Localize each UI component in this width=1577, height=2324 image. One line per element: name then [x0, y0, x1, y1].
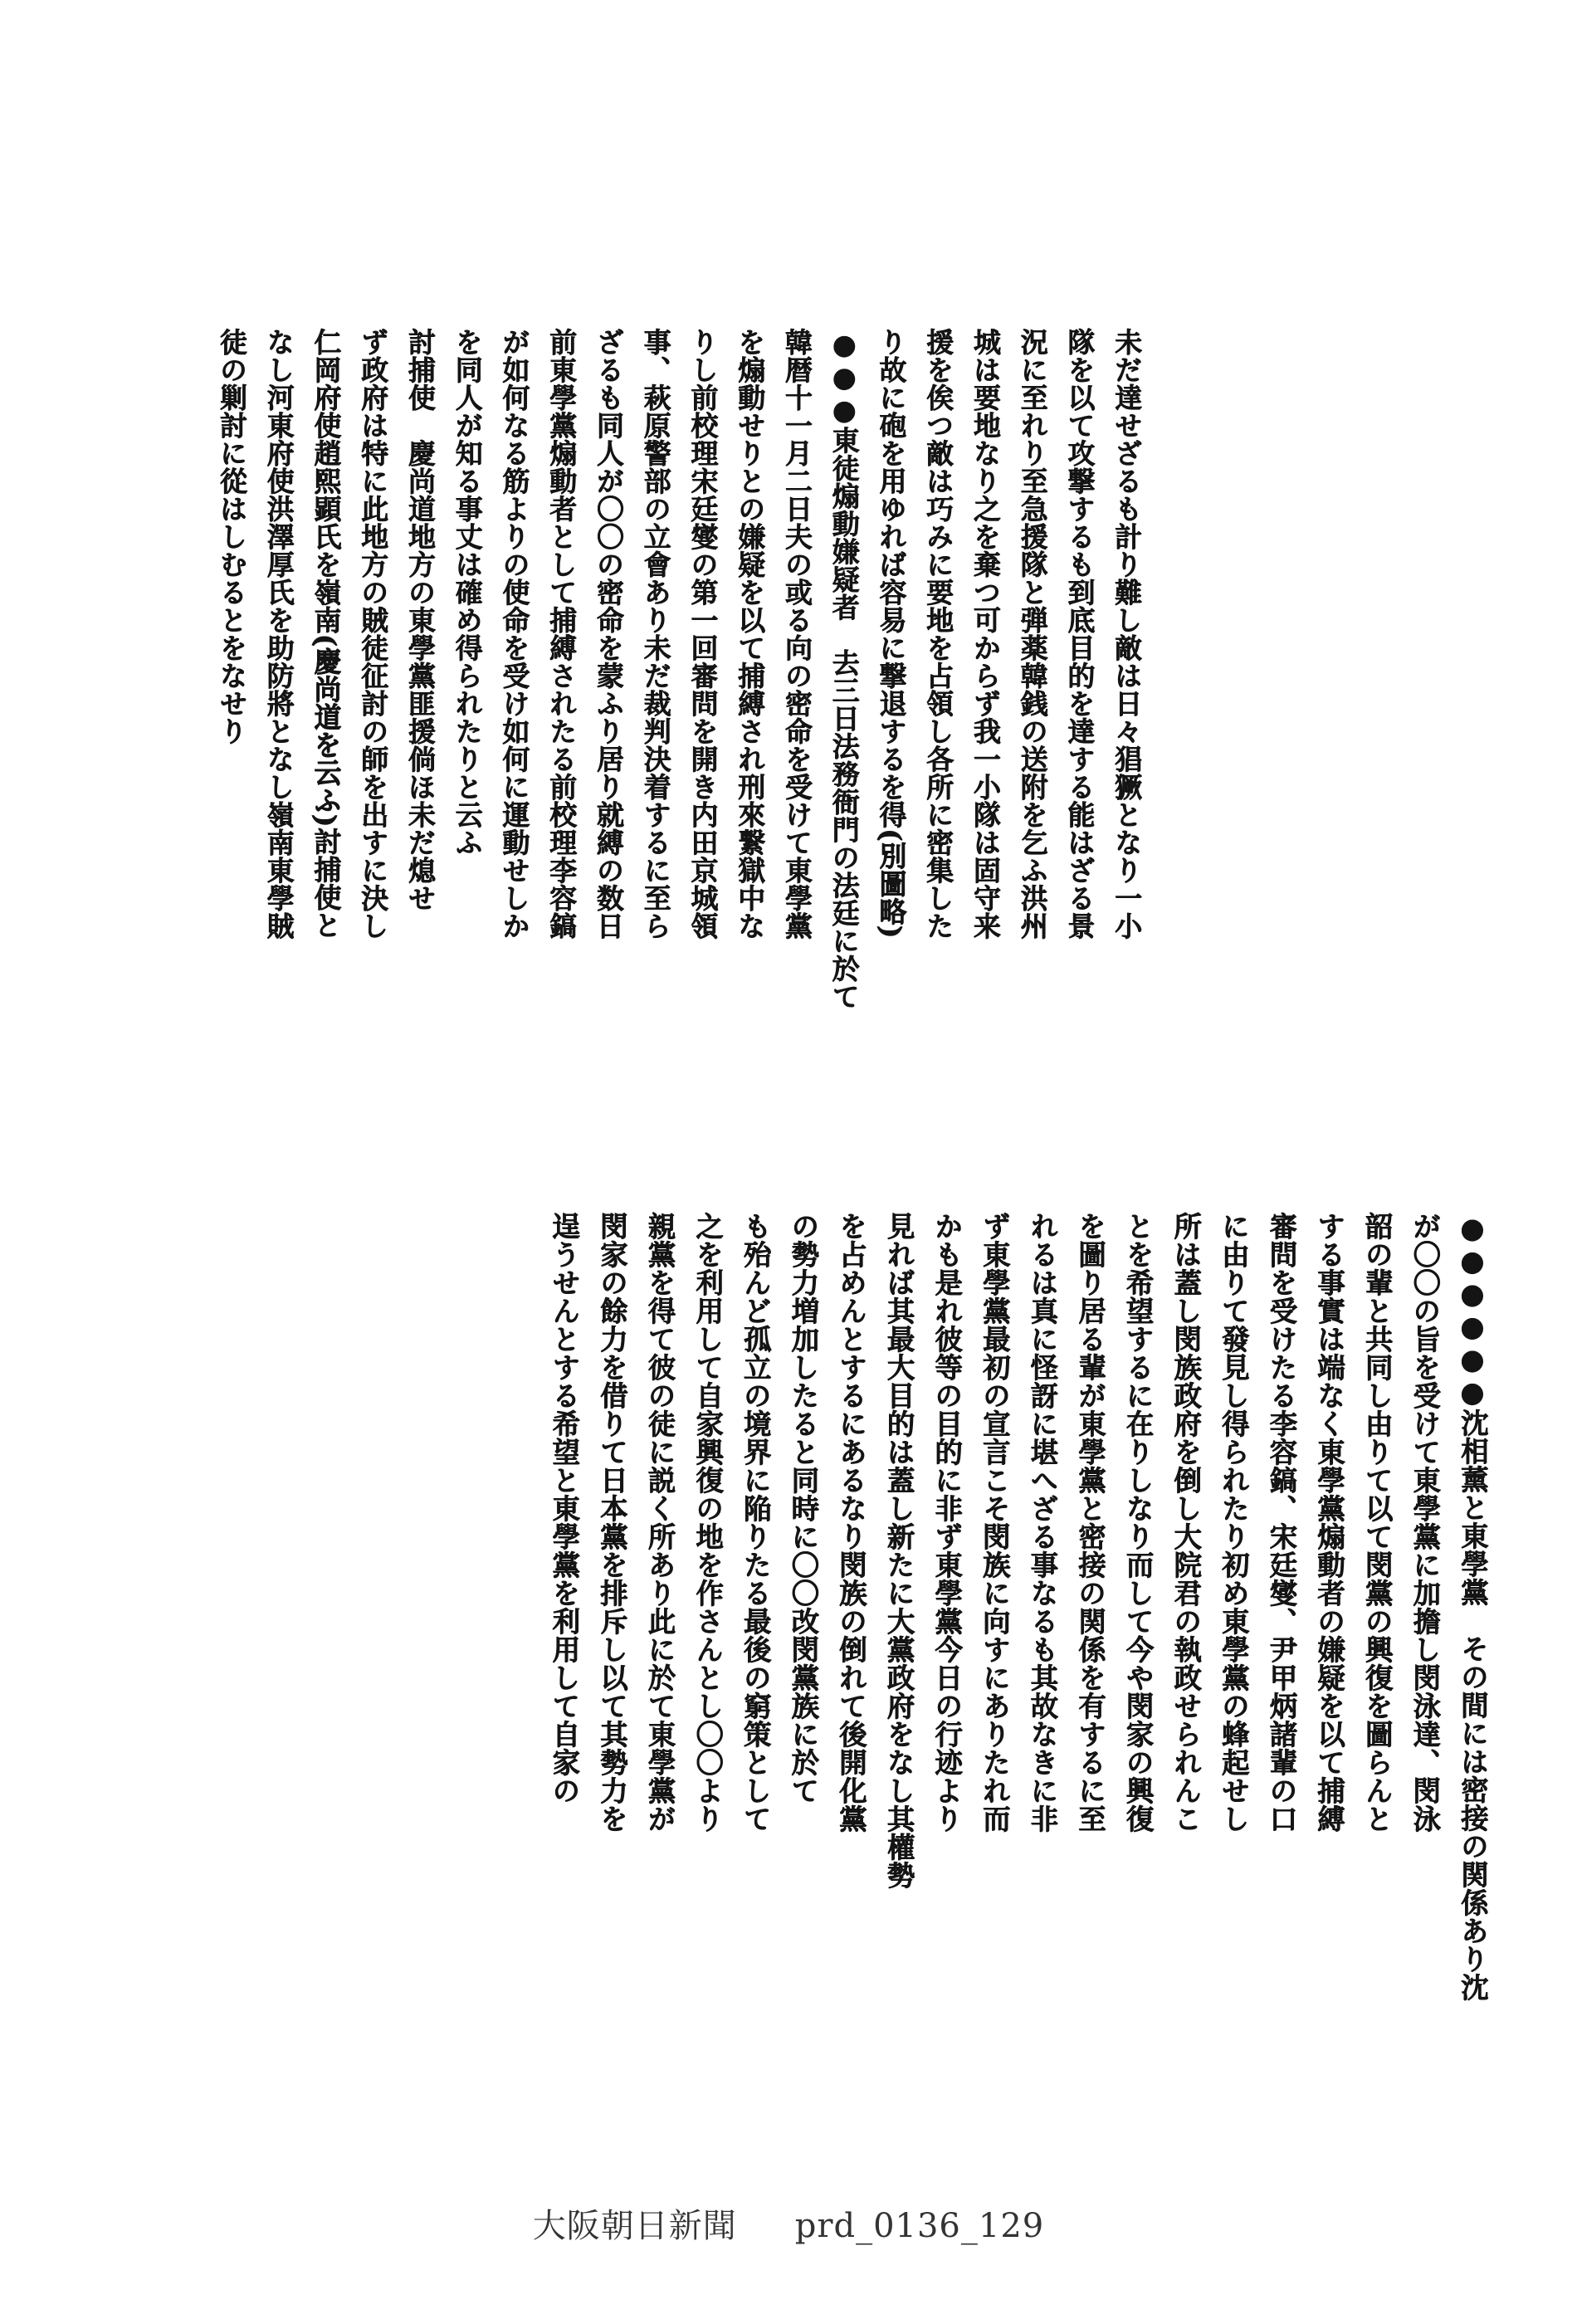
text-line: り故に砲を用ゆれば容易に撃退するを得(別圖略) — [875, 328, 908, 939]
headline-east-agitator: ●●●東徒煽動嫌疑者 去三日法務衙門の法廷に於て — [828, 328, 861, 1010]
text-line: とを希望するに在りしなり而して今や閔家の興復 — [1120, 1212, 1154, 1833]
text-line: れるは真に怪訝に堪へざる事なるも其故なきに非 — [1025, 1212, 1058, 1833]
text-line: ざるも同人が〇〇の密命を蒙ふり居り就縛の数日 — [592, 328, 625, 940]
text-line: 閔家の餘力を借りて日本黨を排斥し以て其勢力を — [595, 1212, 628, 1833]
page-id: prd_0136_129 — [794, 2207, 1045, 2245]
text-line: 所は蓋し閔族政府を倒し大院君の執政せられんこ — [1169, 1212, 1202, 1833]
text-line: 之を利用して自家興復の地を作さんとし〇〇より — [691, 1212, 724, 1833]
upper-clipping-text — [208, 328, 1150, 1158]
upper-article-clipping — [208, 328, 1394, 1158]
lower-article-clipping — [540, 1212, 1489, 2017]
text-line: 城は要地なり之を棄つ可からず我一小隊は固守来 — [969, 328, 1002, 940]
text-line: 見れば其最大目的は蓋し新たに大黨政府をなし其權勢 — [881, 1212, 915, 1889]
text-line: 仁岡府使趙熙顕氏を嶺南(慶尚道を云ふ)討捕使と — [310, 328, 343, 939]
text-line: に由りて發見し得られたり初め東學黨の蜂起せし — [1217, 1212, 1250, 1833]
text-line: 徒の剿討に從はしむるとをなせり — [215, 328, 248, 745]
text-line: を煽動せりとの嫌疑を以て捕縛され刑來繋獄中な — [734, 328, 766, 940]
headline-tohoshi: 討捕使 慶尚道地方の東學黨匪援倘ほ未だ熄せ — [403, 328, 437, 912]
text-line: 未だ達せざるも計り難し敵は日々猖獗となり一小 — [1111, 328, 1143, 940]
text-line: も殆んど孤立の境界に陥りたる最後の窮策として — [739, 1212, 772, 1833]
text-line: の勢力増加したると同時に〇〇改閔黨族に於て — [786, 1212, 819, 1804]
headline-shim-sanghun: ●●●●●●沈相薰と東學黨 その間には密接の関係あり沈 — [1456, 1212, 1489, 2001]
text-line: 援を俟つ敵は巧みに要地を占領し各所に密集した — [922, 328, 954, 940]
text-line: 韶の輩と共同し由りて以て閔黨の興復を圖らんと — [1360, 1212, 1393, 1833]
text-line: を同人が知る事丈は確め得られたりと云ふ — [451, 328, 484, 857]
text-line: する事實は端なく東學黨煽動者の嫌疑を以て捕縛 — [1312, 1212, 1345, 1833]
text-line: 審問を受けたる李容鎬、宋廷燮、尹甲炳諸輩の口 — [1264, 1212, 1297, 1833]
text-line: 隊を以て攻撃するも到底目的を達する能はざる景 — [1063, 328, 1096, 940]
text-line: かも是れ彼等の目的に非ず東學黨今日の行迹より — [930, 1212, 963, 1833]
page-caption — [0, 2200, 1577, 2247]
text-line: を圖り居る輩が東學黨と密接の関係を有するに至 — [1073, 1212, 1106, 1833]
text-line: なし河東府使洪澤厚氏を助防將となし嶺南東學賊 — [262, 328, 295, 940]
text-line: 韓暦十一月二日夫の或る向の密命を受けて東學黨 — [780, 328, 813, 940]
text-line: が如何なる筋よりの使命を受け如何に運動せしか — [498, 328, 531, 940]
text-line: ず政府は特に此地方の賊徒征討の師を出すに決し — [357, 328, 389, 940]
text-line: が〇〇の旨を受けて東學黨に加擔し閔泳達、閔泳 — [1408, 1212, 1441, 1833]
text-line: りし前校理宋廷燮の第一回審問を開き内田京城領 — [686, 328, 720, 940]
text-line: 前東學黨煽動者として捕縛されたる前校理李容鎬 — [545, 328, 578, 940]
text-line: 況に至れり至急援隊と弾薬韓銭の送附を乞ふ洪州 — [1016, 328, 1049, 940]
text-line: ず東學黨最初の宣言こそ閔族に向すにありたれ而 — [978, 1212, 1011, 1833]
newspaper-name: 大阪朝日新聞 — [532, 2207, 737, 2245]
text-line: 親黨を得て彼の徒に説く所あり此に於て東學黨が — [642, 1212, 676, 1833]
lower-clipping-text — [540, 1212, 1496, 2017]
text-line: を占めんとするにあるなり閔族の倒れて後開化黨 — [834, 1212, 867, 1833]
text-line: 事、萩原警部の立會あり未だ裁判決着するに至ら — [639, 328, 672, 940]
text-line: 逞うせんとする希望と東學黨を利用して自家の — [547, 1212, 580, 1804]
